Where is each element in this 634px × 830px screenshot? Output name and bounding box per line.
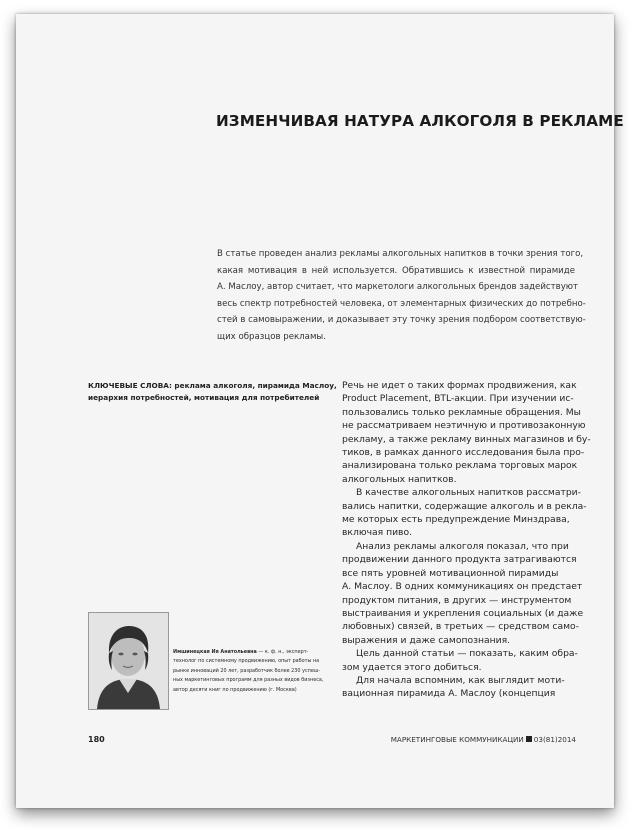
- bio-line: рынке инноваций 20 лет, разработчик более 230 успеш-: [173, 667, 321, 674]
- body-line: вационная пирамида А. Маслоу (концепция: [342, 688, 556, 700]
- author-portrait-image: [89, 613, 168, 709]
- body-line: В качестве алкогольных напитков рассматри-: [356, 487, 581, 499]
- body-line: рекламу, а также рекламу винных магазинов и бу-: [342, 433, 591, 445]
- body-line: Product Placement, BTL-акции. При изучении ис-: [342, 393, 574, 405]
- magazine-page: [16, 14, 624, 808]
- keywords-block: [88, 380, 337, 403]
- keywords-line: КЛЮЧЕВЫЕ СЛОВА: реклама алкоголя, пирамида Маслоу,: [88, 381, 337, 390]
- body-line: вались напитки, содержащие алкоголь и в рекла-: [342, 500, 587, 512]
- bio-line: автор десяти книг по продвижению (г. Москва): [173, 686, 297, 693]
- abstract-line: какая мотивация в ней используется. Обратившись к известной пирамиде: [217, 265, 575, 276]
- article-abstract: [217, 246, 586, 346]
- page-number: 180: [88, 735, 105, 744]
- body-line: продуктом питания, в других — инструментом: [342, 594, 572, 606]
- abstract-line: щих образцов рекламы.: [217, 331, 326, 342]
- bio-line: технолог по системному продвижению, опыт работы на: [173, 658, 320, 665]
- body-line: алкогольных напитков.: [342, 473, 457, 485]
- body-line: зом удается этого добиться.: [342, 661, 482, 673]
- article-title: ИЗМЕНЧИВАЯ НАТУРА АЛКОГОЛЯ В РЕКЛАМЕ: [216, 112, 624, 130]
- body-line: выражения и даже самопознания.: [342, 634, 511, 646]
- abstract-line: весь спектр потребностей человека, от элементарных физических до потребно-: [217, 298, 586, 309]
- author-name: Имшинецкая Ия Анатольевна: [173, 649, 257, 655]
- body-line: любовных) связей, в третьих — средством само-: [342, 621, 579, 633]
- body-line: Для начала вспомним, как выглядит моти-: [356, 674, 565, 686]
- body-line: пользовались только рекламные обращения. Мы: [342, 406, 581, 418]
- body-line: выстраивания и укрепления социальных (и даже: [342, 607, 584, 619]
- body-line: анализирована только реклама торговых марок: [342, 460, 578, 472]
- journal-name: МАРКЕТИНГОВЫЕ КОММУНИКАЦИИ: [390, 735, 524, 744]
- keywords-line: иерархия потребностей, мотивация для потребителей: [88, 392, 320, 402]
- square-bullet-icon: [526, 736, 532, 742]
- bio-line: — к. ф. н., эксперт-: [256, 649, 309, 655]
- body-line: Анализ рекламы алкоголя показал, что при: [356, 540, 569, 552]
- author-bio: [173, 648, 323, 695]
- issue-number: 03(81)2014: [533, 735, 576, 744]
- body-line: ме которых есть предупреждение Минздрава,: [342, 514, 570, 526]
- article-body: [342, 379, 591, 701]
- body-line: не рассматриваем неэтичную и противозаконную: [342, 420, 586, 432]
- body-line: Цель данной статьи — показать, каким обра-: [356, 648, 578, 660]
- bio-line: ных маркетинговых программ для разных видов бизнеса,: [173, 677, 324, 684]
- body-line: А. Маслоу. В одних коммуникациях он предстает: [342, 581, 583, 593]
- body-line: Речь не идет о таких формах продвижения, как: [342, 380, 577, 391]
- abstract-line: В статье проведен анализ рекламы алкогольных напитков в точки зрения того,: [217, 249, 584, 259]
- abstract-line: А. Маслоу, автор считает, что маркетологи алкогольных брендов задействуют: [217, 282, 579, 293]
- journal-footer: [391, 735, 576, 744]
- abstract-line: стей в самовыражении, и доказывает эту точку зрения подбором соответствую-: [217, 315, 586, 326]
- author-photo: [88, 612, 169, 710]
- body-line: все пять уровней мотивационной пирамиды: [342, 567, 559, 579]
- body-line: включая пиво.: [342, 527, 413, 539]
- body-line: тиков, в рамках данного исследования была про-: [342, 447, 585, 459]
- body-line: продвижении данного продукта затрагиваются: [342, 554, 577, 566]
